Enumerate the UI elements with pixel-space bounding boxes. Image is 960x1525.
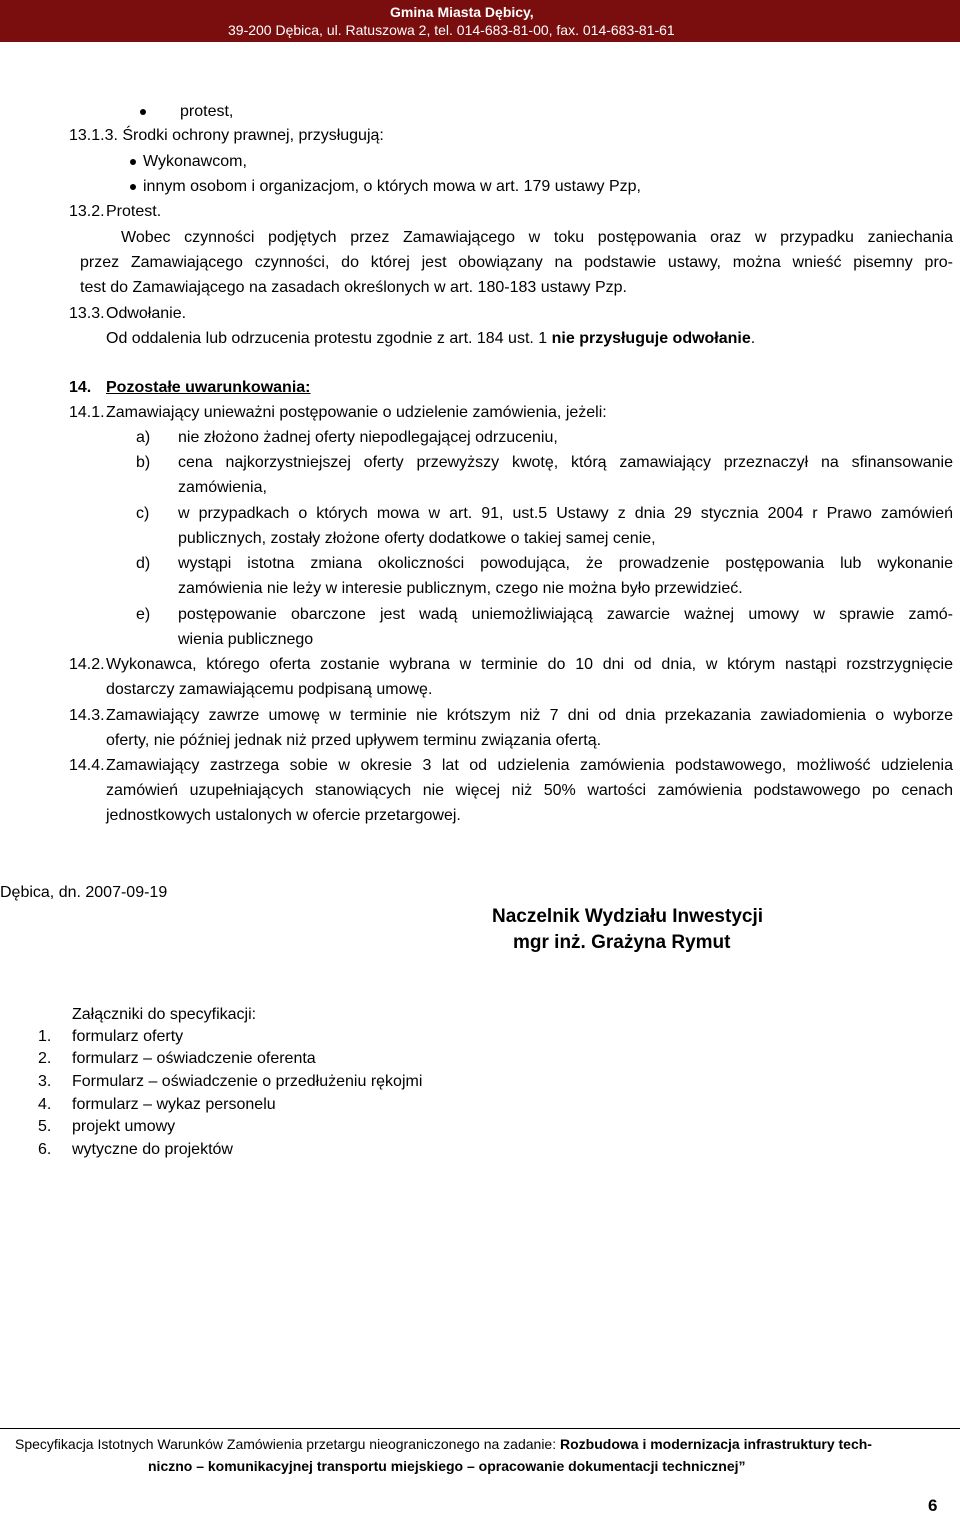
attachments-heading: Załączniki do specyfikacji: [72, 1006, 257, 1023]
section-14-1-number: 14.1. [69, 404, 105, 421]
place-date: Dębica, dn. 2007-09-19 [0, 884, 168, 901]
item-text: nie złożono żadnej oferty niepodlegającej odrzuceniu, [178, 429, 558, 446]
bullet-icon [130, 159, 136, 165]
signature-name: mgr inż. Grażyna Rymut [513, 932, 731, 953]
paragraph-line: Wobec czynności podjętych przez Zamawiającego w toku postępowania oraz w przypadku zaniechania [121, 229, 953, 246]
list-item: Wykonawcom, [143, 153, 247, 170]
section-14-3-number: 14.3. [69, 707, 105, 724]
header-title: Gmina Miasta Dębicy, [390, 4, 534, 20]
item-text: zamówienia, [178, 479, 267, 496]
item-text: zamówienia nie leży w interesie publicznym, czego nie można było przewidzieć. [178, 580, 743, 597]
paragraph-line: Zamawiający zawrze umowę w terminie nie krótszym niż 7 dni od dnia przekazania zawiadomienia o wyborze [106, 707, 953, 724]
attachment-number: 5. [38, 1118, 52, 1135]
footer-rule [0, 1428, 960, 1429]
list-item: innym osobom i organizacjom, o których mowa w art. 179 ustawy Pzp, [143, 178, 641, 195]
item-text: publicznych, zostały złożone oferty dodatkowe o takiej samej cenie, [178, 530, 656, 547]
bullet-icon [140, 109, 146, 115]
section-13-3-title: Odwołanie. [106, 305, 187, 322]
attachment-number: 2. [38, 1050, 52, 1067]
section-13-3-text: Od oddalenia lub odrzucenia protestu zgodnie z art. 184 ust. 1 nie przysługuje odwołanie. [106, 330, 756, 347]
item-label: c) [136, 505, 150, 522]
list-item: protest, [180, 103, 234, 120]
paragraph-line: zamówień uzupełniających stanowiących nie więcej niż 50% wartości zamówienia podstawowego po cenach [106, 782, 953, 799]
item-label: e) [136, 606, 151, 623]
section-14-number: 14. [69, 379, 92, 396]
item-text: wienia publicznego [178, 631, 314, 648]
page-number: 6 [928, 1496, 938, 1515]
attachment-number: 6. [38, 1141, 52, 1158]
item-text: w przypadkach o których mowa w art. 91, ust.5 Ustawy z dnia 29 stycznia 2004 r Prawo zamówień [178, 505, 953, 522]
section-14-2-number: 14.2. [69, 656, 105, 673]
section-13-2-title: Protest. [106, 203, 162, 220]
bullet-icon [130, 184, 136, 190]
item-label: b) [136, 454, 151, 471]
attachment-number: 1. [38, 1028, 52, 1045]
paragraph-line: Zamawiający zastrzega sobie w okresie 3 lat od udzielenia zamówienia podstawowego, możliwość udzielenia [106, 757, 953, 774]
section-13-2-number: 13.2. [69, 203, 105, 220]
signature-title: Naczelnik Wydziału Inwestycji [492, 906, 764, 927]
section-13-3-number: 13.3. [69, 305, 105, 322]
paragraph-line: test do Zamawiającego na zasadach określonych w art. 180-183 ustawy Pzp. [80, 279, 627, 296]
attachment-item: projekt umowy [72, 1118, 176, 1135]
bold-phrase: nie przysługuje odwołanie [551, 330, 751, 347]
attachment-item: formularz – wykaz personelu [72, 1096, 276, 1113]
section-14-title: Pozostałe uwarunkowania: [106, 379, 311, 396]
paragraph-line: Wykonawca, którego oferta zostanie wybrana w terminie do 10 dni od dnia, w którym nastąpi rozstrzygnięcie [106, 656, 953, 673]
item-label: d) [136, 555, 151, 572]
item-label: a) [136, 429, 151, 446]
item-text: cena najkorzystniejszej oferty przewyższy kwotę, którą zamawiający przeznaczył na sfinansowanie [178, 454, 953, 471]
attachment-item: Formularz – oświadczenie o przedłużeniu rękojmi [72, 1073, 423, 1090]
attachment-item: wytyczne do projektów [72, 1141, 233, 1158]
attachment-number: 4. [38, 1096, 52, 1113]
footer-line-1: Specyfikacja Istotnych Warunków Zamówienia przetargu nieograniczonego na zadanie: Rozbudowa i modernizacja infrastruktury tech- [15, 1436, 872, 1452]
header-address: 39-200 Dębica, ul. Ratuszowa 2, tel. 014-683-81-00, fax. 014-683-81-61 [228, 22, 675, 38]
section-13-1-3: 13.1.3. Środki ochrony prawnej, przysługują: [69, 127, 384, 144]
attachment-item: formularz – oświadczenie oferenta [72, 1050, 316, 1067]
attachment-item: formularz oferty [72, 1028, 184, 1045]
paragraph-line: dostarczy zamawiającemu podpisaną umowę. [106, 681, 433, 698]
item-text: wystąpi istotna zmiana okoliczności powodująca, że prowadzenie postępowania lub wykonanie [178, 555, 953, 572]
item-text: postępowanie obarczone jest wadą uniemożliwiającą zawarcie ważnej umowy w sprawie zamó- [178, 606, 953, 623]
section-14-1-intro: Zamawiający unieważni postępowanie o udzielenie zamówienia, jeżeli: [106, 404, 607, 421]
paragraph-line: jednostkowych ustalonych w ofercie przetargowej. [106, 807, 461, 824]
footer-line-2: niczno – komunikacyjnej transportu miejskiego – opracowanie dokumentacji technicznej” [148, 1458, 746, 1474]
paragraph-line: przez Zamawiającego czynności, do której jest obowiązany na podstawie ustawy, można wnieść pisemny pro- [80, 254, 953, 271]
attachment-number: 3. [38, 1073, 52, 1090]
paragraph-line: oferty, nie później jednak niż przed upływem terminu związania ofertą. [106, 732, 602, 749]
section-14-4-number: 14.4. [69, 757, 105, 774]
